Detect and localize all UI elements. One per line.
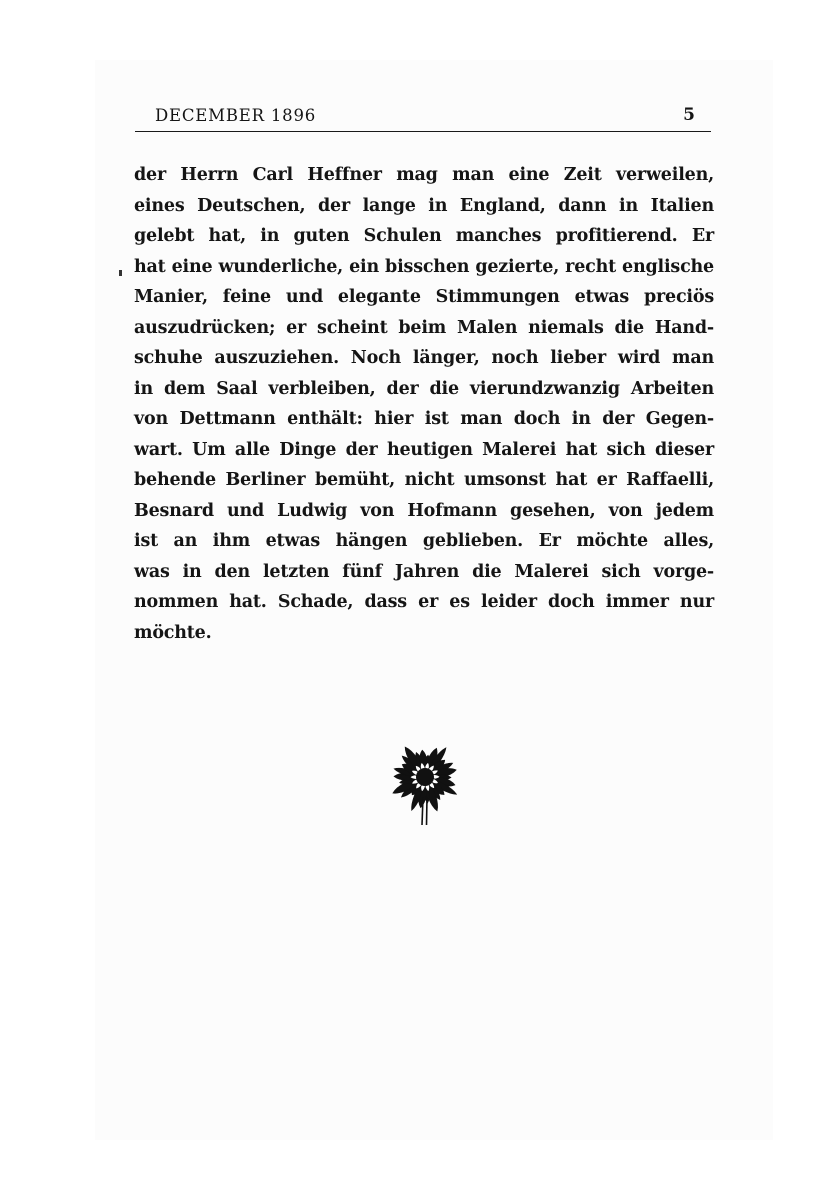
running-header bbox=[135, 102, 711, 132]
text-line: möchte. bbox=[134, 622, 212, 643]
page-number: 5 bbox=[683, 105, 695, 125]
text-line: nommen hat. Schade, dass er es leider doch immer nur bbox=[134, 592, 714, 612]
chrysanthemum-flower-icon bbox=[378, 735, 474, 827]
text-line: der Herrn Carl Heffner mag man eine Zeit verweilen, bbox=[134, 165, 714, 185]
text-line: Besnard und Ludwig von Hofmann gesehen, von jedem bbox=[134, 500, 714, 521]
header-rule bbox=[135, 131, 711, 132]
text-line: schuhe auszuziehen. Noch länger, noch lieber wird man bbox=[134, 348, 714, 368]
text-line: ist an ihm etwas hängen geblieben. Er möchte alles, bbox=[134, 531, 714, 551]
margin-mark bbox=[119, 270, 122, 276]
text-line: von Dettmann enthält: hier ist man doch in der Gegen- bbox=[134, 409, 714, 429]
text-line: eines Deutschen, der lange in England, dann in Italien bbox=[134, 195, 714, 216]
text-line: behende Berliner bemüht, nicht umsonst hat er Raffaelli, bbox=[134, 470, 714, 490]
header-title: DECEMBER 1896 bbox=[155, 106, 317, 125]
text-line: hat eine wunderliche, ein bisschen gezierte, recht englische bbox=[134, 256, 714, 277]
text-line: Manier, feine und elegante Stimmungen etwas preciös bbox=[134, 287, 714, 307]
text-line: gelebt hat, in guten Schulen manches profitierend. Er bbox=[134, 226, 714, 246]
body-paragraph bbox=[134, 160, 714, 648]
text-line: was in den letzten fünf Jahren die Malerei sich vorge- bbox=[134, 561, 714, 582]
text-line: auszudrücken; er scheint beim Malen niemals die Hand- bbox=[134, 317, 714, 338]
text-line: wart. Um alle Dinge der heutigen Malerei hat sich dieser bbox=[134, 439, 714, 460]
text-line: in dem Saal verbleiben, der die vierundzwanzig Arbeiten bbox=[134, 378, 714, 399]
